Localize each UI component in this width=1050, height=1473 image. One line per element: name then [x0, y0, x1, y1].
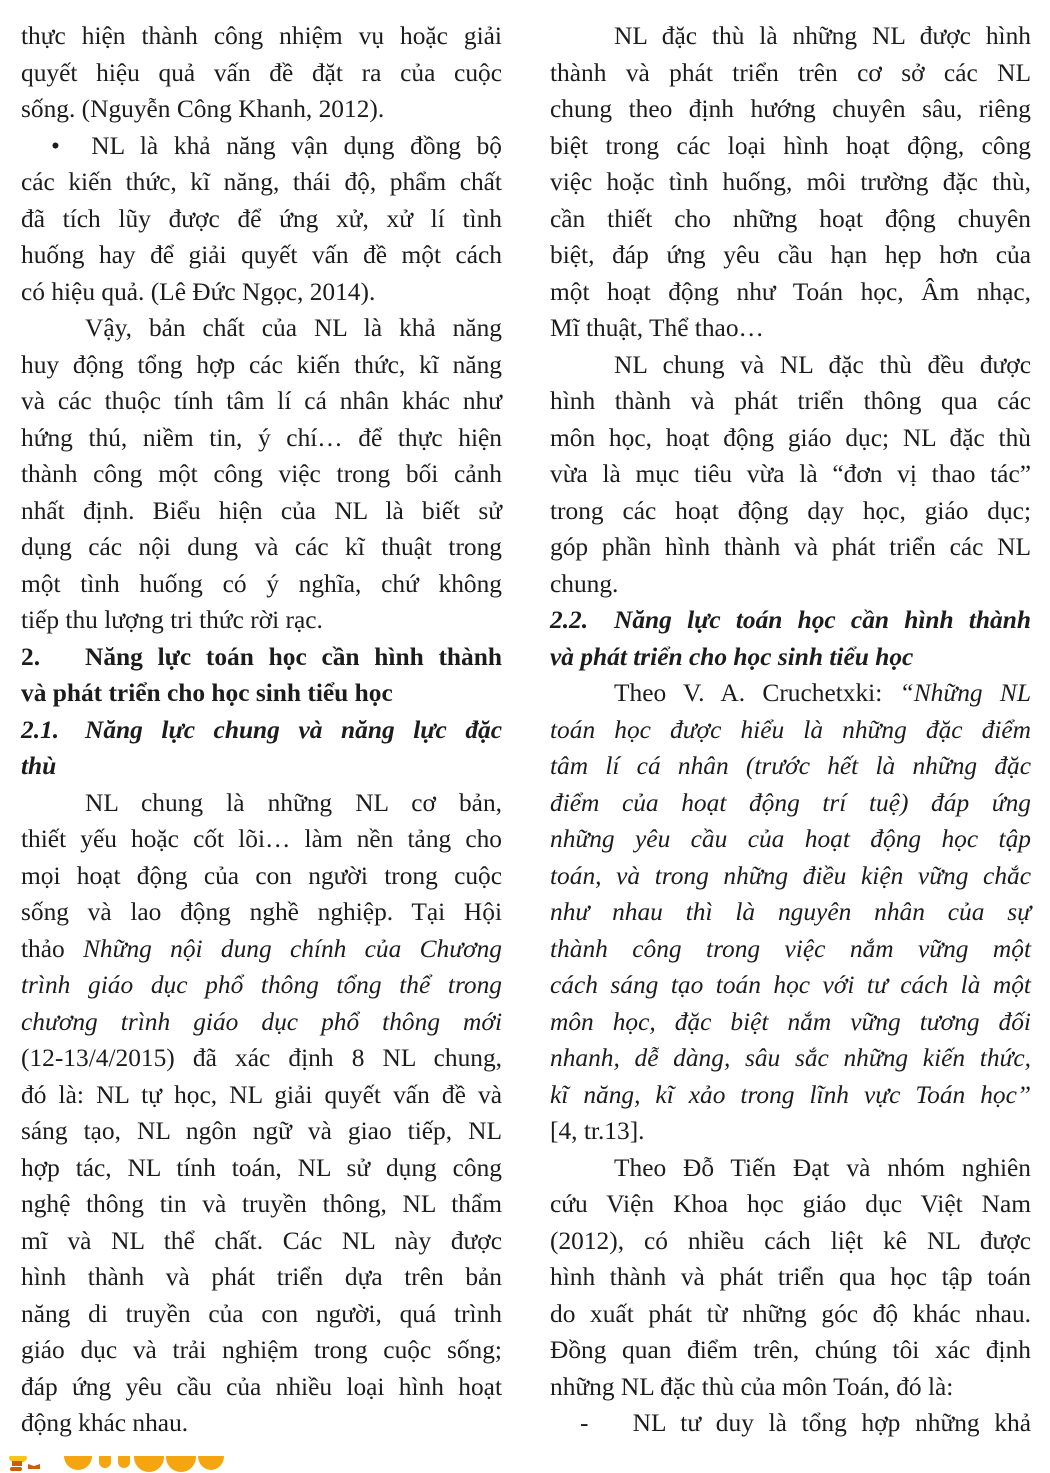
heading-line: và phát triển cho học sinh tiểu học: [550, 642, 914, 671]
left-column: [21, 18, 502, 1442]
text-line: môn học, hoạt động giáo dục; NL đặc thù: [550, 423, 1031, 452]
text-line: dụng các nội dung và các kĩ thuật trong: [21, 533, 502, 561]
text-line: hình thành và phát triển thông qua các: [550, 387, 1031, 415]
text-line: nghệ thông tin và truyền thông, NL thẩm: [21, 1190, 502, 1218]
decor-dot: [134, 1456, 164, 1472]
text-line: [550, 675, 1031, 712]
text-line: tiếp thu lượng tri thức rời rạc.: [21, 606, 323, 634]
text-line: sống và lao động nghề nghiệp. Tại Hội: [21, 898, 502, 926]
text-line: sáng tạo, NL ngôn ngữ và giao tiếp, NL: [21, 1117, 502, 1145]
list-item-text: NL tư duy là tổng hợp những khả: [632, 1409, 1031, 1437]
text-line: hình thành và phát triển qua học tập toán: [550, 1263, 1031, 1291]
text-line: và các thuộc tính tâm lí cá nhân khác như: [21, 387, 502, 415]
paragraph-definition-end: [21, 18, 502, 128]
quote-line: những yêu cầu của hoạt động học tập: [550, 825, 1031, 853]
quote-line: kĩ năng, kĩ xảo trong lĩnh vực Toán học”: [550, 1080, 1031, 1109]
paragraph-general-and-specific: [550, 347, 1031, 603]
text-line: do xuất phát từ những góc độ khác nhau.: [550, 1299, 1031, 1328]
decor-dot: [118, 1456, 130, 1468]
heading-line: [21, 712, 502, 749]
text-line: nhất định. Biểu hiện của NL là biết sử: [21, 496, 502, 525]
text-line: mọi hoạt động của con người trong cuộc: [21, 861, 502, 890]
heading-text: Năng lực toán học cần hình thành: [85, 642, 502, 671]
text-line: mĩ và NL thể chất. Các NL này được: [21, 1226, 502, 1255]
section-number: 2.1.: [21, 715, 60, 744]
text-line: động khác nhau.: [21, 1409, 189, 1437]
text-line: hợp tác, NL tính toán, NL sử dụng công: [21, 1153, 502, 1182]
text-line: Mĩ thuật, Thể thao…: [550, 314, 764, 342]
text-line: giáo dục và trải nghiệm trong cuộc sống;: [21, 1336, 502, 1364]
paragraph-nature-of-competence: [21, 310, 502, 639]
text-line: hứng thú, niềm tin, ý chí… để thực hiện: [21, 423, 502, 452]
text-line: cần thiết cho những hoạt động chuyên: [550, 204, 1031, 233]
dash-list-item: [550, 1405, 1031, 1442]
text-line: Vậy, bản chất của NL là khả năng: [85, 314, 502, 342]
heading-text: Năng lực chung và năng lực đặc: [85, 715, 502, 744]
paragraph-specific-competence: [550, 18, 1031, 347]
text-line: góp phần hình thành và phát triển các NL: [550, 533, 1031, 561]
section-heading-2: [21, 639, 502, 712]
quote-start: “Những NL: [899, 679, 1031, 707]
section-number: 2.2.: [550, 606, 589, 634]
conference-title-line: chương trình giáo dục phổ thông mới: [21, 1007, 502, 1036]
dash-icon: -: [580, 1409, 589, 1437]
paragraph-general-competence: [21, 785, 502, 1442]
section-number: 2.: [21, 642, 41, 671]
quote-line: thành công trong việc nắm vững một: [550, 934, 1031, 963]
text-line: (2012), có nhiều cách liệt kê NL được: [550, 1226, 1031, 1255]
text-line: cứu Viện Khoa học giáo dục Việt Nam: [550, 1190, 1031, 1218]
text-line: một tình huống có ý nghĩa, chứ không: [21, 569, 502, 598]
paragraph-cruchetxki-quote: [550, 675, 1031, 1150]
text-plain: Theo V. A. Cruchetxki:: [614, 679, 900, 707]
citation: [4, tr.13].: [550, 1117, 645, 1145]
quote-line: cách sáng tạo toán học với tư cách là một: [550, 971, 1031, 999]
text-line: hình thành và phát triển dựa trên bản: [21, 1263, 502, 1291]
heading-line: và phát triển cho học sinh tiểu học: [21, 679, 393, 707]
quote-line: nhanh, dễ dàng, sâu sắc những kiến thức,: [550, 1044, 1031, 1072]
decor-dot: [166, 1456, 196, 1472]
text-line: [21, 128, 502, 165]
quote-line: như nhau thì là nguyên nhân của sự: [550, 898, 1031, 926]
text-line: NL chung và NL đặc thù đều được: [614, 350, 1031, 379]
text-line: thành công một công việc trong bối cảnh: [21, 460, 502, 488]
bullet-item-definition: [21, 128, 502, 311]
text-line: những NL đặc thù của môn Toán, đó là:: [550, 1372, 954, 1401]
text-line: trong các hoạt động dạy học, giáo dục;: [550, 496, 1031, 525]
text-line: vừa là mục tiêu vừa là “đơn vị thao tác”: [550, 460, 1031, 488]
text-line: thiết yếu hoặc cốt lõi… làm nền tảng cho: [21, 825, 502, 853]
decor-dot: [198, 1456, 224, 1470]
right-column: [550, 18, 1031, 1442]
bullet-icon: •: [51, 131, 60, 160]
text-line: đó là: NL tự học, NL giải quyết vấn đề và: [21, 1080, 502, 1109]
text-line: chung theo định hướng chuyên sâu, riêng: [550, 95, 1031, 123]
text-line: NL chung là những NL cơ bản,: [85, 788, 502, 817]
text-line: chung.: [550, 569, 619, 598]
conference-title-line: trình giáo dục phổ thông tổng thể trong: [21, 971, 502, 999]
text-line: thực hiện thành công nhiệm vụ hoặc giải: [21, 22, 502, 50]
quote-line: điểm của hoạt động trí tuệ) đáp ứng: [550, 788, 1031, 817]
text-line: các kiến thức, kĩ năng, thái độ, phẩm chất: [21, 168, 502, 196]
text-line: đã tích lũy được để ứng xử, xử lí tình: [21, 204, 502, 233]
bullet-text: NL là khả năng vận dụng đồng bộ: [91, 131, 502, 160]
text-line: (12-13/4/2015) đã xác định 8 NL chung,: [21, 1044, 502, 1072]
section-heading-2-1: [21, 712, 502, 785]
quote-line: môn học, đặc biệt nắm vững tương đối: [550, 1007, 1031, 1036]
decor-dot: [99, 1456, 111, 1468]
text-line: huống hay để giải quyết vấn đề một cách: [21, 241, 502, 269]
text-line: thành và phát triển trên cơ sở các NL: [550, 58, 1031, 87]
text-line: một hoạt động như Toán học, Âm nhạc,: [550, 277, 1031, 306]
text-line: biệt trong các loại hình hoạt động, công: [550, 131, 1031, 160]
section-heading-2-2: [550, 602, 1031, 675]
text-line: NL đặc thù là những NL được hình: [614, 22, 1031, 50]
text-line: [21, 931, 502, 968]
quote-line: toán, và trong những điều kiện vững chắc: [550, 861, 1031, 890]
quote-line: tâm lí cá nhân (trước hết là những đặc: [550, 752, 1031, 780]
text-line: Đồng quan điểm trên, chúng tôi xác định: [550, 1336, 1031, 1364]
heading-line: thù: [21, 752, 57, 780]
text-plain: thảo: [21, 934, 83, 963]
text-line: biệt, đáp ứng yêu cầu hạn hẹp hơn của: [550, 241, 1031, 269]
heading-line: [550, 602, 1031, 639]
text-line: Theo Đỗ Tiến Đạt và nhóm nghiên: [614, 1153, 1031, 1182]
text-line: có hiệu quả. (Lê Đức Ngọc, 2014).: [21, 277, 376, 306]
text-line: việc hoặc tình huống, môi trường đặc thù,: [550, 168, 1031, 196]
text-line: sống. (Nguyễn Công Khanh, 2012).: [21, 95, 385, 123]
text-line: đáp ứng yêu cầu của nhiều loại hình hoạt: [21, 1372, 502, 1401]
decor-dot: [64, 1456, 92, 1470]
cartoon-figure-icon: [6, 1456, 46, 1473]
heading-text: Năng lực toán học cần hình thành: [614, 606, 1031, 634]
text-line: quyết hiệu quả vấn đề đặt ra của cuộc: [21, 58, 502, 87]
conference-title: Những nội dung chính của Chương: [83, 934, 502, 963]
quote-line: toán học được hiểu là những đặc điểm: [550, 715, 1031, 744]
paragraph-do-tien-dat: [550, 1150, 1031, 1406]
text-line: năng di truyền của con người, quá trình: [21, 1299, 502, 1328]
text-line: [550, 1405, 1031, 1442]
text-line: huy động tổng hợp các kiến thức, kĩ năng: [21, 350, 502, 379]
footer-decoration: [6, 1456, 226, 1473]
heading-line: [21, 639, 502, 676]
